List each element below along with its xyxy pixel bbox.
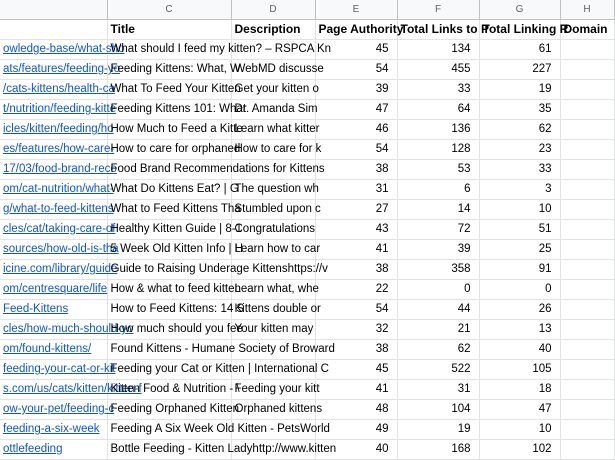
cell-total-linking[interactable]: 25 [479, 240, 560, 260]
cell-page-authority[interactable]: 22 [315, 280, 397, 300]
column-letter-4[interactable]: F [397, 0, 479, 20]
cell-url[interactable]: owledge-base/what-sho [0, 40, 107, 60]
header-cell-title[interactable]: Title [107, 20, 231, 40]
cell-total-linking[interactable]: 35 [479, 100, 560, 120]
table-row [0, 400, 614, 420]
column-letter-row [0, 0, 614, 20]
header-cell-page-authority[interactable]: Page Authority [315, 20, 397, 40]
cell-domain[interactable] [560, 80, 614, 100]
cell-url[interactable]: sources/how-old-is-tha [0, 240, 107, 260]
cell-total-links[interactable]: 53 [397, 160, 479, 180]
cell-domain[interactable] [560, 440, 614, 460]
cell-total-links[interactable]: 168 [397, 440, 479, 460]
cell-domain[interactable] [560, 340, 614, 360]
cell-total-linking[interactable]: 18 [479, 380, 560, 400]
cell-url[interactable]: icine.com/library/guide [0, 260, 107, 280]
cell-total-linking[interactable]: 3 [479, 180, 560, 200]
cell-title[interactable]: What should I feed my kitten? – RSPCA Kn [107, 40, 231, 60]
cell-total-linking[interactable]: 51 [479, 220, 560, 240]
cell-url[interactable]: s.com/us/cats/kitten/kitten-f [0, 380, 107, 400]
cell-url[interactable]: cles/how-much-should-yo [0, 320, 107, 340]
cell-url[interactable]: Feed-Kittens [0, 300, 107, 320]
cell-total-links[interactable]: 14 [397, 200, 479, 220]
cell-total-links[interactable]: 0 [397, 280, 479, 300]
cell-domain[interactable] [560, 180, 614, 200]
cell-domain[interactable] [560, 320, 614, 340]
table-row [0, 380, 614, 400]
cell-domain[interactable] [560, 420, 614, 440]
header-cell-url[interactable] [0, 20, 107, 40]
cell-domain[interactable] [560, 40, 614, 60]
cell-description[interactable]: Learn how to car [231, 240, 315, 260]
cell-total-links[interactable]: 39 [397, 240, 479, 260]
cell-total-links[interactable]: 72 [397, 220, 479, 240]
cell-url[interactable]: feeding-a-six-week [0, 420, 107, 440]
table-row [0, 420, 614, 440]
cell-total-linking[interactable]: 10 [479, 420, 560, 440]
cell-page-authority[interactable]: 54 [315, 140, 397, 160]
cell-description[interactable]: Your kitten may [231, 320, 315, 340]
cell-page-authority[interactable]: 38 [315, 340, 397, 360]
cell-url[interactable]: 17/03/food-brand-reco [0, 160, 107, 180]
cell-total-links[interactable]: 104 [397, 400, 479, 420]
cell-total-links[interactable]: 134 [397, 40, 479, 60]
cell-page-authority[interactable]: 54 [315, 60, 397, 80]
cell-total-linking[interactable]: 227 [479, 60, 560, 80]
cell-domain[interactable] [560, 200, 614, 220]
cell-page-authority[interactable]: 41 [315, 380, 397, 400]
table-row [0, 360, 614, 380]
cell-domain[interactable] [560, 260, 614, 280]
cell-description[interactable]: WebMD discusse [231, 60, 315, 80]
cell-page-authority[interactable]: 45 [315, 360, 397, 380]
cell-page-authority[interactable]: 49 [315, 420, 397, 440]
header-cell-total-linking[interactable]: Total Linking R [479, 20, 560, 40]
cell-title[interactable]: How much should you fee [107, 320, 231, 340]
cell-total-links[interactable]: 64 [397, 100, 479, 120]
cell-title[interactable]: Feeding Kittens 101: What [107, 100, 231, 120]
column-letter-1[interactable]: C [107, 0, 231, 20]
cell-total-linking[interactable]: 105 [479, 360, 560, 380]
cell-total-linking[interactable]: 47 [479, 400, 560, 420]
cell-title[interactable]: What Do Kittens Eat? | G [107, 180, 231, 200]
cell-description[interactable]: The question wh [231, 180, 315, 200]
table-row [0, 280, 614, 300]
cell-total-links[interactable]: 128 [397, 140, 479, 160]
cell-total-links[interactable]: 19 [397, 420, 479, 440]
cell-title[interactable]: What To Feed Your Kitten [107, 80, 231, 100]
cell-url[interactable]: es/features/how-care- [0, 140, 107, 160]
table-row [0, 320, 614, 340]
column-letter-6[interactable]: H [560, 0, 614, 20]
cell-title[interactable]: Kitten Food & Nutrition - \ [107, 380, 231, 400]
cell-total-linking[interactable]: 61 [479, 40, 560, 60]
table-row [0, 80, 614, 100]
cell-total-links[interactable]: 62 [397, 340, 479, 360]
cell-url[interactable]: om/found-kittens/ [0, 340, 107, 360]
header-cell-domain[interactable]: Domain [560, 20, 614, 40]
cell-title[interactable]: Healthy Kitten Guide | 8-1 [107, 220, 231, 240]
cell-total-links[interactable]: 33 [397, 80, 479, 100]
table-row [0, 60, 614, 80]
cell-url[interactable]: cles/cat/taking-care-of [0, 220, 107, 240]
cell-domain[interactable] [560, 360, 614, 380]
cell-total-linking[interactable]: 40 [479, 340, 560, 360]
cell-title[interactable]: How to care for orphaned [107, 140, 231, 160]
table-row [0, 140, 614, 160]
cell-page-authority[interactable]: 31 [315, 180, 397, 200]
cell-total-linking[interactable]: 23 [479, 140, 560, 160]
cell-total-linking[interactable]: 10 [479, 200, 560, 220]
cell-title[interactable]: Guide to Raising Underage Kittenshttps://v [107, 260, 231, 280]
cell-total-links[interactable]: 358 [397, 260, 479, 280]
cell-title[interactable]: 5 Week Old Kitten Info | H [107, 240, 231, 260]
cell-total-links[interactable]: 136 [397, 120, 479, 140]
table-row [0, 100, 614, 120]
cell-domain[interactable] [560, 220, 614, 240]
cell-page-authority[interactable]: 41 [315, 240, 397, 260]
cell-domain[interactable] [560, 240, 614, 260]
cell-description[interactable]: How to care for k [231, 140, 315, 160]
cell-total-linking[interactable]: 13 [479, 320, 560, 340]
table-row [0, 120, 614, 140]
header-cell-description[interactable]: Description [231, 20, 315, 40]
cell-page-authority[interactable]: 27 [315, 200, 397, 220]
cell-url[interactable]: om/centresquare/life [0, 280, 107, 300]
cell-page-authority[interactable]: 43 [315, 220, 397, 240]
cell-page-authority[interactable]: 46 [315, 120, 397, 140]
cell-title[interactable]: Food Brand Recommendations for Kittens [107, 160, 231, 180]
cell-title[interactable]: Feeding Orphaned Kitten [107, 400, 231, 420]
table-row [0, 300, 614, 320]
cell-page-authority[interactable]: 54 [315, 300, 397, 320]
cell-description[interactable]: Learn what, whe [231, 280, 315, 300]
cell-total-linking[interactable]: 0 [479, 280, 560, 300]
cell-total-linking[interactable]: 62 [479, 120, 560, 140]
cell-domain[interactable] [560, 140, 614, 160]
cell-page-authority[interactable]: 39 [315, 80, 397, 100]
cell-total-links[interactable]: 31 [397, 380, 479, 400]
cell-domain[interactable] [560, 60, 614, 80]
cell-url[interactable]: ow-your-pet/feeding-c [0, 400, 107, 420]
cell-total-links[interactable]: 21 [397, 320, 479, 340]
cell-total-links[interactable]: 522 [397, 360, 479, 380]
cell-title[interactable]: How Much to Feed a Kitte [107, 120, 231, 140]
cell-domain[interactable] [560, 160, 614, 180]
cell-title[interactable]: Bottle Feeding - Kitten Ladyhttp://www.kitten [107, 440, 231, 460]
cell-total-linking[interactable]: 102 [479, 440, 560, 460]
column-letter-2[interactable]: D [231, 0, 315, 20]
table-row [0, 220, 614, 240]
cell-url[interactable]: g/what-to-feed-kittens [0, 200, 107, 220]
table-row [0, 180, 614, 200]
cell-page-authority[interactable]: 48 [315, 400, 397, 420]
cell-page-authority[interactable]: 32 [315, 320, 397, 340]
cell-page-authority[interactable]: 45 [315, 40, 397, 60]
cell-title[interactable]: Feeding Kittens: What, W [107, 60, 231, 80]
cell-total-links[interactable]: 6 [397, 180, 479, 200]
column-letter-3[interactable]: E [315, 0, 397, 20]
column-letter-5[interactable]: G [479, 0, 560, 20]
cell-domain[interactable] [560, 120, 614, 140]
cell-title[interactable]: What to Feed Kittens Tha [107, 200, 231, 220]
cell-total-linking[interactable]: 26 [479, 300, 560, 320]
cell-url[interactable]: icles/kitten/feeding/ho [0, 120, 107, 140]
cell-title[interactable]: Feeding your Cat or Kitten | International C [107, 360, 231, 380]
cell-description[interactable]: Orphaned kittens [231, 400, 315, 420]
cell-page-authority[interactable]: 40 [315, 440, 397, 460]
header-cell-total-links[interactable]: Total Links to P [397, 20, 479, 40]
table-row [0, 200, 614, 220]
cell-total-linking[interactable]: 33 [479, 160, 560, 180]
cell-title[interactable]: How to Feed Kittens: 14 S [107, 300, 231, 320]
table-row [0, 160, 614, 180]
cell-url[interactable]: /cats-kittens/health-ca [0, 80, 107, 100]
table-row [0, 40, 614, 60]
cell-url[interactable]: feeding-your-cat-or-kit [0, 360, 107, 380]
cell-description[interactable]: Stumbled upon c [231, 200, 315, 220]
column-letter-0[interactable] [0, 0, 107, 20]
cell-domain[interactable] [560, 100, 614, 120]
cell-domain[interactable] [560, 280, 614, 300]
cell-domain[interactable] [560, 300, 614, 320]
cell-title[interactable]: Feeding A Six Week Old Kitten - PetsWorld [107, 420, 231, 440]
cell-description[interactable]: Dr. Amanda Sim [231, 100, 315, 120]
cell-page-authority[interactable]: 38 [315, 260, 397, 280]
cell-url[interactable]: ottlefeeding [0, 440, 107, 460]
cell-total-linking[interactable]: 91 [479, 260, 560, 280]
cell-title[interactable]: How & what to feed kitten [107, 280, 231, 300]
cell-total-linking[interactable]: 19 [479, 80, 560, 100]
cell-page-authority[interactable]: 38 [315, 160, 397, 180]
cell-description[interactable]: Learn what kitter [231, 120, 315, 140]
cell-description[interactable]: Kittens double or [231, 300, 315, 320]
table-row [0, 240, 614, 260]
cell-total-links[interactable]: 44 [397, 300, 479, 320]
cell-url[interactable]: t/nutrition/feeding-kitte [0, 100, 107, 120]
table-row [0, 340, 614, 360]
header-row [0, 20, 614, 40]
cell-description[interactable]: Feeding your kitt [231, 380, 315, 400]
cell-url[interactable]: ats/features/feeding-yo [0, 60, 107, 80]
cell-description[interactable]: Congratulations [231, 220, 315, 240]
cell-title[interactable]: Found Kittens - Humane Society of Broward [107, 340, 231, 360]
cell-description[interactable]: Get your kitten o [231, 80, 315, 100]
cell-page-authority[interactable]: 47 [315, 100, 397, 120]
cell-total-links[interactable]: 455 [397, 60, 479, 80]
cell-domain[interactable] [560, 400, 614, 420]
table-row [0, 260, 614, 280]
cell-url[interactable]: om/cat-nutrition/what- [0, 180, 107, 200]
cell-domain[interactable] [560, 380, 614, 400]
table-row [0, 440, 614, 460]
